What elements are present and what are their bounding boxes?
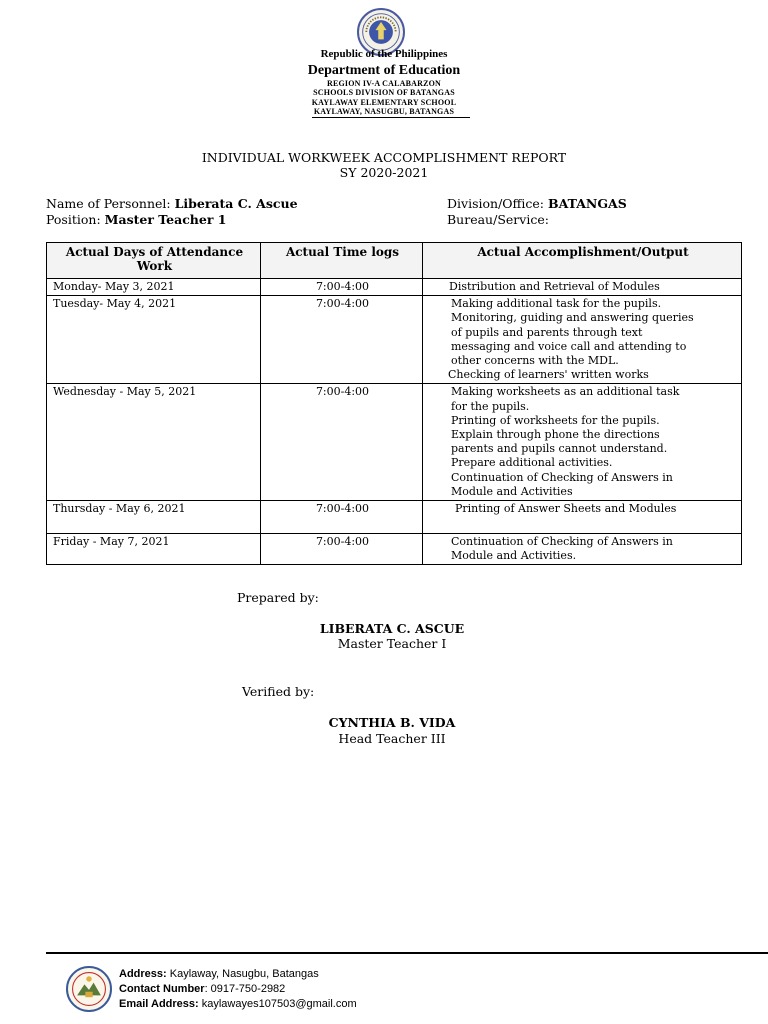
verified-by-title: Head Teacher III [338, 731, 446, 746]
row-output [423, 534, 742, 565]
output-line: Printing of worksheets for the pupils. [451, 413, 660, 427]
table-row [47, 501, 742, 534]
output-line: Making worksheets as an additional task [451, 385, 680, 399]
footer-divider [46, 952, 768, 954]
personnel-name-value: Liberata C. Ascue [174, 196, 298, 211]
report-title: INDIVIDUAL WORKWEEK ACCOMPLISHMENT REPORT [201, 150, 567, 165]
footer-contact-value: : 0917-750-2982 [204, 983, 286, 995]
footer-contact-label: Contact Number [119, 983, 205, 995]
output-line: parents and pupils cannot understand. [451, 442, 668, 456]
position-label: Position: [46, 212, 101, 227]
prepared-by-name: LIBERATA C. ASCUE [319, 621, 465, 636]
col-header-time: Actual Time logs [261, 243, 423, 279]
table-row [47, 384, 742, 501]
header-region: REGION IV-A CALABARZON [326, 79, 442, 88]
personnel-name-label: Name of Personnel: [46, 196, 171, 211]
header-division: SCHOOLS DIVISION OF BATANGAS [313, 88, 455, 97]
header-divider [312, 117, 470, 118]
position-value: Master Teacher 1 [104, 212, 227, 227]
header-school: KAYLAWAY ELEMENTARY SCHOOL [311, 98, 457, 107]
row-day: Tuesday- May 4, 2021 [47, 296, 261, 384]
footer-address-value: Kaylaway, Nasugbu, Batangas [169, 968, 319, 980]
row-time: 7:00-4:00 [261, 279, 423, 296]
output-line: Module and Activities [451, 484, 573, 498]
bureau-label: Bureau/Service: [447, 212, 549, 227]
output-line: Continuation of Checking of Answers in [451, 535, 673, 549]
verified-by-label: Verified by: [242, 684, 315, 699]
accomplishment-table [46, 242, 742, 565]
output-line: Distribution and Retrieval of Modules [449, 280, 660, 293]
row-time: 7:00-4:00 [261, 534, 423, 565]
output-line: Module and Activities. [451, 549, 577, 563]
table-header-row [47, 243, 742, 279]
output-line: Checking of learners' written works [448, 368, 649, 382]
footer-email-value: kaylawayes107503@gmail.com [201, 998, 357, 1010]
row-output [423, 501, 742, 534]
output-line: Explain through phone the directions [451, 428, 660, 442]
prepared-by-label: Prepared by: [237, 590, 319, 605]
output-line: messaging and voice call and attending to [451, 339, 687, 353]
output-line: other concerns with the MDL. [451, 354, 619, 368]
col-header-output: Actual Accomplishment/Output [423, 243, 742, 279]
footer-email [119, 998, 357, 1010]
row-time: 7:00-4:00 [261, 296, 423, 384]
division-value: BATANGAS [548, 196, 627, 211]
row-day: Wednesday - May 5, 2021 [47, 384, 261, 501]
division-label: Division/Office: [447, 196, 545, 211]
row-output [423, 296, 742, 384]
table-row [47, 279, 742, 296]
header-address: KAYLAWAY, NASUGBU, BATANGAS [313, 107, 455, 116]
output-line: for the pupils. [451, 399, 530, 413]
personnel-name-row [46, 196, 298, 211]
table-row [47, 296, 742, 384]
row-day: Thursday - May 6, 2021 [47, 501, 261, 534]
output-line: of pupils and parents through text [451, 325, 643, 339]
row-day: Friday - May 7, 2021 [47, 534, 261, 565]
row-time: 7:00-4:00 [261, 501, 423, 534]
school-logo-icon [66, 966, 112, 1012]
prepared-by-title: Master Teacher I [337, 636, 447, 651]
footer-contact [119, 983, 285, 995]
col-header-days: Actual Days of Attendance Work [47, 243, 261, 279]
row-output [423, 279, 742, 296]
output-line: Prepare additional activities. [451, 456, 613, 470]
footer-address [119, 968, 319, 980]
header-department: Department of Education [307, 63, 461, 78]
school-year: SY 2020-2021 [339, 165, 429, 180]
row-output [423, 384, 742, 501]
output-line: Making additional task for the pupils. [451, 297, 662, 311]
output-line: Printing of Answer Sheets and Modules [455, 502, 677, 516]
row-time: 7:00-4:00 [261, 384, 423, 501]
output-line: Continuation of Checking of Answers in [451, 470, 673, 484]
verified-by-name: CYNTHIA B. VIDA [328, 715, 456, 730]
bureau-row [447, 212, 549, 227]
footer-email-label: Email Address: [119, 998, 199, 1010]
row-day: Monday- May 3, 2021 [47, 279, 261, 296]
header-republic: Republic of the Philippines [320, 48, 448, 60]
footer-address-label: Address: [119, 968, 167, 980]
table-row [47, 534, 742, 565]
output-line: Monitoring, guiding and answering queries [451, 311, 694, 325]
position-row [46, 212, 227, 227]
division-row [447, 196, 627, 211]
